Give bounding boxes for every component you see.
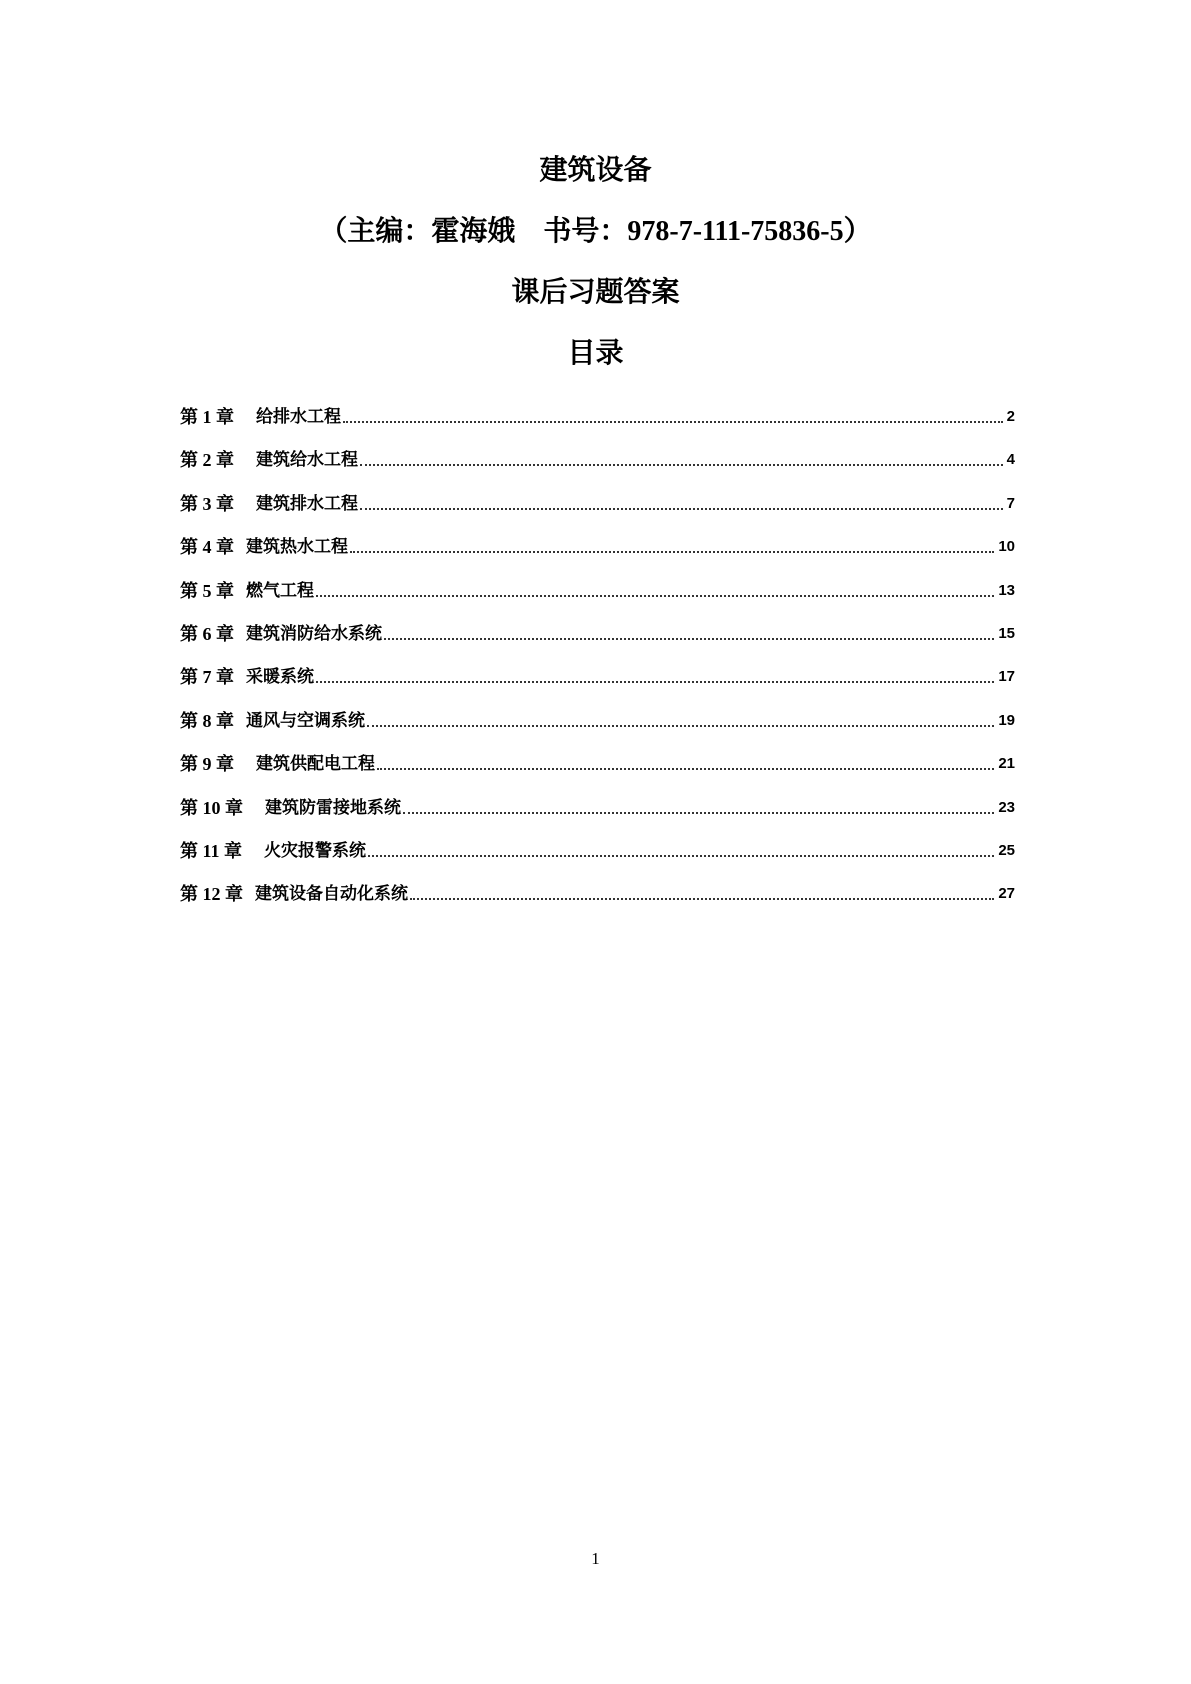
toc-chapter-title: 燃气工程 [246,580,314,601]
toc-chapter-label: 第 2 章 [180,450,234,471]
answers-heading: 课后习题答案 [511,275,680,308]
toc-page-number: 23 [998,798,1015,816]
toc-entry-10[interactable] [180,796,1015,839]
subtitle-isbn: 978-7-111-75836-5 [627,216,844,247]
toc-chapter-title: 建筑防雷接地系统 [265,797,401,818]
toc-dot-leader [384,620,994,640]
toc-heading: 目录 [567,336,624,369]
document-subtitle [0,213,1191,250]
toc-page-number: 21 [998,755,1015,773]
toc-entry-5[interactable] [180,579,1015,622]
toc-chapter-label: 第 3 章 [180,493,234,514]
toc-dot-leader [403,794,994,814]
toc-entry-2[interactable] [180,448,1015,491]
toc-dot-leader [316,663,994,683]
toc-dot-leader [410,880,994,900]
toc-entry-12[interactable] [180,882,1015,925]
toc-chapter-title: 建筑热水工程 [246,537,348,558]
toc-chapter-title: 建筑给水工程 [256,450,358,471]
toc-page-number: 7 [1006,494,1015,512]
toc-dot-leader [350,533,994,553]
toc-dot-leader [377,750,994,770]
toc-page-number: 25 [998,841,1015,859]
toc-chapter-label: 第 8 章 [180,710,234,731]
page-number: 1 [591,1549,600,1568]
toc-chapter-title: 给排水工程 [256,407,341,427]
toc-chapter-label: 第 4 章 [180,537,234,558]
toc-entry-9[interactable] [180,752,1015,795]
toc-chapter-label: 第 5 章 [180,580,234,601]
toc-page-number: 2 [1006,408,1015,425]
toc-chapter-label: 第 10 章 [180,797,243,818]
toc-chapter-label: 第 1 章 [180,407,234,427]
toc-entry-11[interactable] [180,839,1015,882]
toc-dot-leader [368,837,994,857]
toc-chapter-label: 第 12 章 [180,884,243,905]
toc-page-number: 17 [998,668,1015,686]
toc-chapter-label: 第 11 章 [180,840,243,861]
toc-chapter-label: 第 6 章 [180,623,234,644]
toc-chapter-title: 建筑设备自动化系统 [255,884,408,905]
toc-entry-1[interactable] [180,405,1015,448]
toc-page-number: 15 [998,624,1015,642]
toc-entry-3[interactable] [180,492,1015,535]
document-title: 建筑设备 [539,153,652,186]
toc-entry-6[interactable] [180,622,1015,665]
toc-page-number: 10 [998,538,1015,556]
toc-chapter-title: 建筑消防给水系统 [246,623,382,644]
subtitle-editor-prefix: （主编：霍海娥 书号： [319,214,628,247]
toc-page-number: 13 [998,581,1015,599]
toc-chapter-title: 火灾报警系统 [264,840,367,861]
toc-chapter-title: 采暖系统 [246,667,314,688]
toc-chapter-label: 第 9 章 [180,754,234,775]
toc-page-number: 19 [998,711,1015,729]
toc-entry-4[interactable] [180,535,1015,578]
toc-chapter-title: 建筑排水工程 [256,493,358,514]
toc-dot-leader [360,446,1003,466]
table-of-contents [180,405,1015,926]
toc-dot-leader [343,403,1003,423]
toc-chapter-title: 建筑供配电工程 [256,754,375,775]
toc-dot-leader [360,490,1003,510]
toc-page-number: 4 [1006,451,1015,469]
toc-entry-8[interactable] [180,709,1015,752]
toc-entry-7[interactable] [180,665,1015,708]
toc-page-number: 27 [998,885,1015,903]
toc-dot-leader [316,577,994,597]
toc-dot-leader [367,707,994,727]
subtitle-suffix: ） [843,214,872,247]
toc-chapter-title: 通风与空调系统 [246,710,365,731]
toc-chapter-label: 第 7 章 [180,667,234,688]
